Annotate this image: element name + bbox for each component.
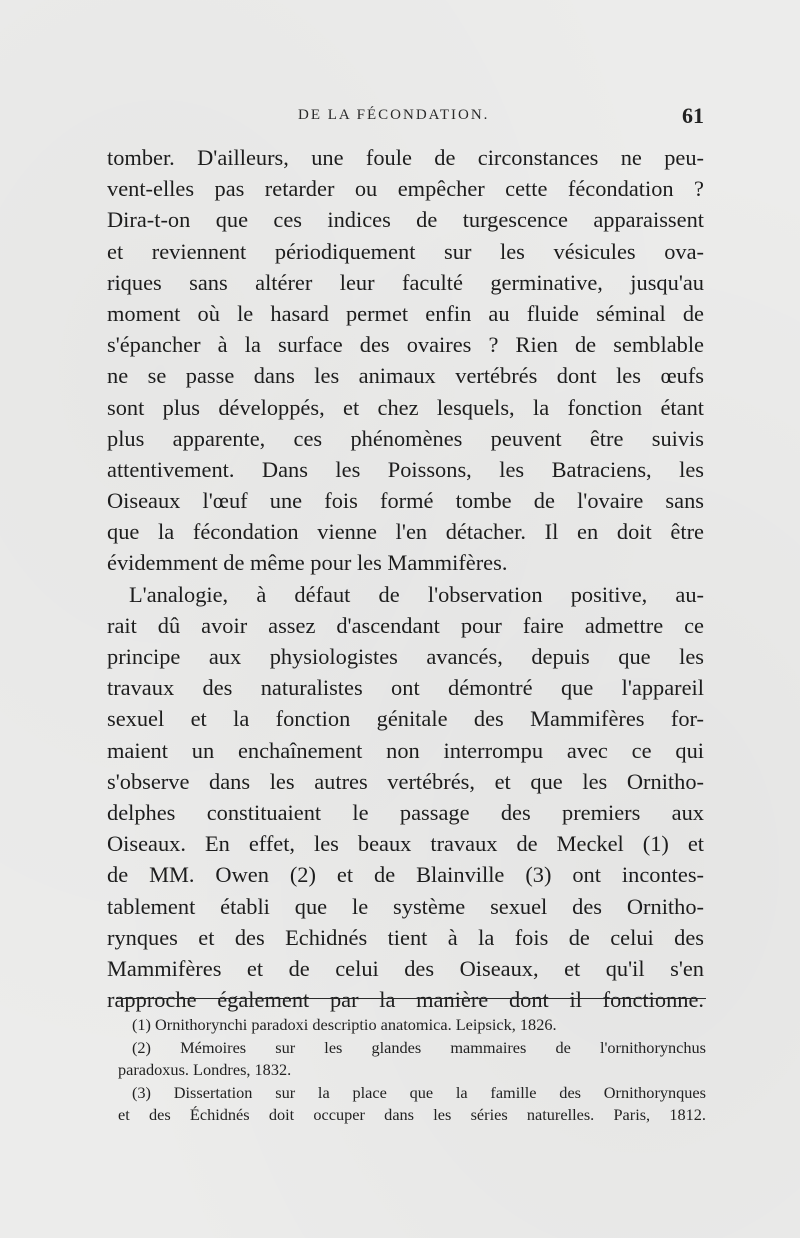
text-line: de MM. Owen (2) et de Blainville (3) ont incontes- (107, 862, 704, 888)
text-line: plus apparente, ces phénomènes peuvent être suivis (107, 425, 704, 451)
running-head (108, 103, 704, 131)
text-line: ne se passe dans les animaux vertébrés dont les œufs (107, 363, 704, 389)
text-line: s'observe dans les autres vertébrés, et que les Ornitho- (107, 768, 704, 794)
text-line: maient un enchaînement non interrompu avec ce qui (107, 737, 704, 763)
text-line: sont plus développés, et chez lesquels, la fonction étant (107, 394, 704, 420)
text-line: s'épancher à la surface des ovaires ? Rien de semblable (107, 332, 704, 358)
text-line: attentivement. Dans les Poissons, les Batraciens, les (107, 456, 704, 482)
text-line: Dira-t-on que ces indices de turgescence apparaissent (107, 207, 704, 233)
text-line: Mammifères et de celui des Oiseaux, et qu'il s'en (107, 955, 704, 981)
text-line: principe aux physiologistes avancés, depuis que les (107, 644, 704, 669)
text-line: travaux des naturalistes ont démontré que l'appareil (107, 675, 704, 701)
text-line: tablement établi que le système sexuel des Ornitho- (107, 893, 704, 919)
text-line: moment où le hasard permet enfin au fluide séminal de (107, 300, 704, 326)
footnote-2-continuation: paradoxus. Londres, 1832. (118, 1060, 292, 1079)
paragraph-first-line: L'analogie, à défaut de l'observation positive, au- (129, 581, 704, 607)
footnote-3-continuation: et des Échidnés doit occuper dans les séries naturelles. Paris, 1812. (118, 1105, 706, 1124)
text-line: delphes constituaient le passage des premiers aux (107, 799, 704, 825)
text-line: riques sans altérer leur faculté germinative, jusqu'au (107, 269, 704, 295)
page-number: 61 (682, 103, 704, 128)
text-line: vent-elles pas retarder ou empêcher cette fécondation ? (107, 176, 704, 202)
text-line: Oiseaux l'œuf une fois formé tombe de l'ovaire sans (107, 488, 704, 514)
text-line: tomber. D'ailleurs, une foule de circonstances ne peu- (107, 145, 704, 170)
text-line: et reviennent périodiquement sur les vésicules ova- (107, 238, 704, 264)
running-title: DE LA FÉCONDATION. (298, 107, 490, 123)
footnote-3: (3) Dissertation sur la place que la famille des Ornithorynques (132, 1082, 706, 1102)
text-line: rynques et des Echidnés tient à la fois de celui des (107, 924, 704, 950)
footnote-1: (1) Ornithorynchi paradoxi descriptio anatomica. Leipsick, 1826. (132, 1015, 557, 1034)
text-line: que la fécondation vienne l'en détacher. Il en doit être (107, 519, 704, 545)
text-line: Oiseaux. En effet, les beaux travaux de Meckel (1) et (107, 831, 704, 857)
text-line: rait dû avoir assez d'ascendant pour faire admettre ce (107, 612, 704, 638)
paragraph-last-line: évidemment de même pour les Mammifères. (107, 550, 508, 576)
body-text (107, 142, 704, 1015)
text-line: sexuel et la fonction génitale des Mammifères for- (107, 706, 704, 732)
footnotes (118, 1014, 706, 1127)
footnote-divider (116, 998, 706, 999)
text-line: rapproche également par la manière dont il fonctionne. (107, 987, 704, 1013)
footnote-2: (2) Mémoires sur les glandes mammaires de l'ornithorynchus (132, 1037, 706, 1057)
